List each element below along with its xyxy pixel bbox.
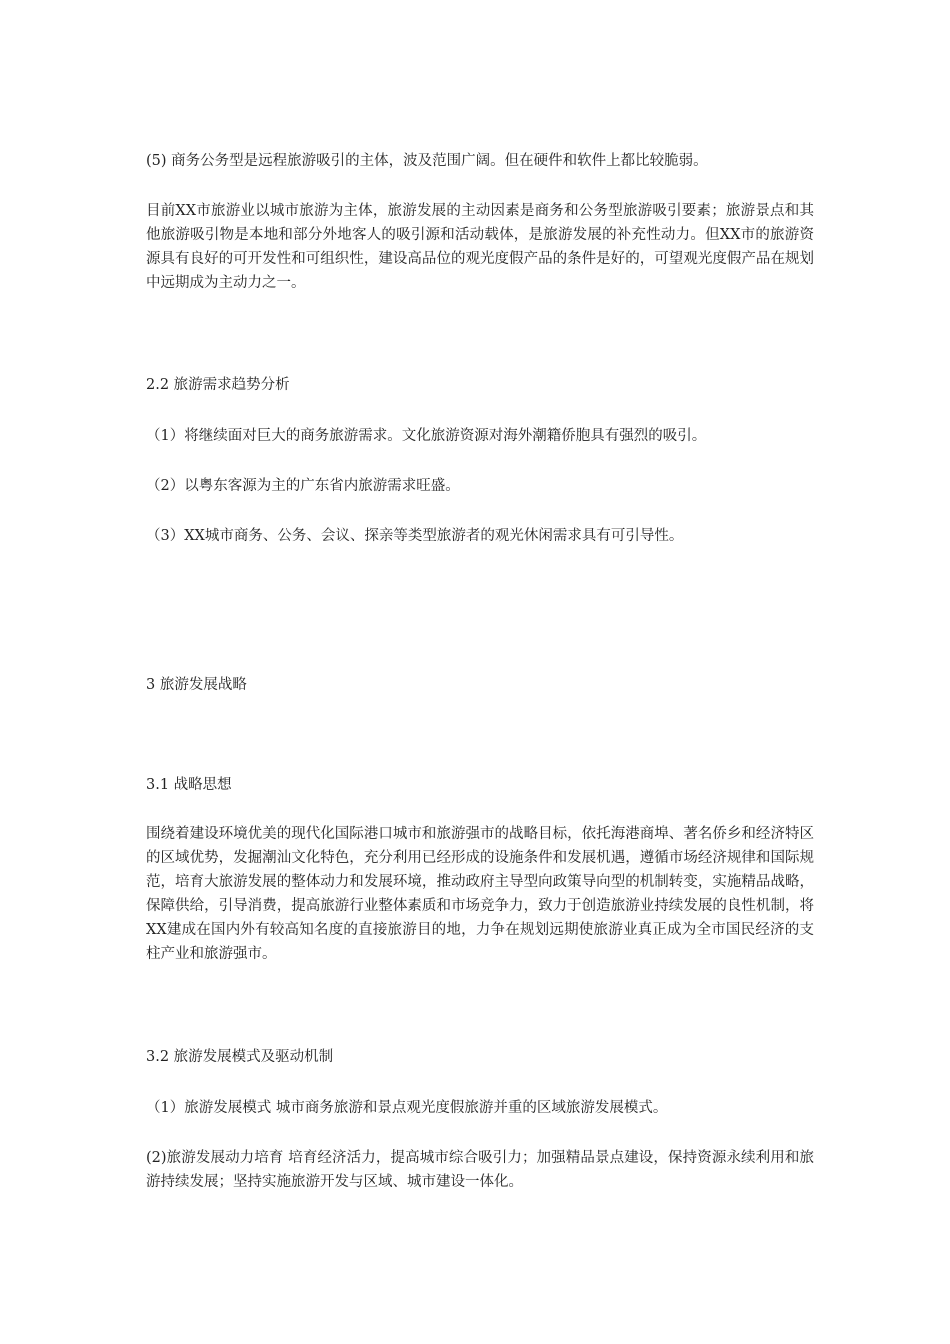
demand-item-3: （3）XX城市商务、公务、会议、探亲等类型旅游者的观光休闲需求具有可引导性。 bbox=[146, 528, 684, 544]
demand-item-2: （2）以粤东客源为主的广东省内旅游需求旺盛。 bbox=[146, 478, 460, 494]
heading-3-2: 3.2 旅游发展模式及驱动机制 bbox=[146, 1049, 334, 1065]
heading-2-2: 2.2 旅游需求趋势分析 bbox=[146, 377, 290, 393]
paragraph-current-status: 目前XX市旅游业以城市旅游为主体，旅游发展的主动因素是商务和公务型旅游吸引要素；旅游景点和其他旅游吸引物是本地和部分外地客人的吸引源和活动载体，是旅游发展的补充性动力。但XX市的旅游资源具有良好的可开发性和可组织性，建设高品位的观光度假产品的条件是好的，可望观光度假产品在规划中远期成为主动力之一。 bbox=[146, 203, 814, 291]
heading-3: 3 旅游发展战略 bbox=[146, 677, 247, 693]
paragraph-strategy: 围绕着建设环境优美的现代化国际港口城市和旅游强市的战略目标，依托海港商埠、著名侨乡和经济特区的区域优势，发掘潮汕文化特色，充分利用已经形成的设施条件和发展机遇，遵循市场经济规律和国际规范，培育大旅游发展的整体动力和发展环境，推动政府主导型向政策导向型的机制转变，实施精品战略，保障供给，引导消费，提高旅游行业整体素质和市场竞争力，致力于创造旅游业持续发展的良性机制，将XX建成在国内外有较高知名度的直接旅游目的地，力争在规划远期使旅游业真正成为全市国民经济的支柱产业和旅游强市。 bbox=[146, 826, 814, 962]
demand-item-1: （1）将继续面对巨大的商务旅游需求。文化旅游资源对海外潮籍侨胞具有强烈的吸引。 bbox=[146, 428, 707, 444]
heading-3-1: 3.1 战略思想 bbox=[146, 777, 232, 793]
mode-item-2: (2)旅游发展动力培育 培育经济活力，提高城市综合吸引力；加强精品景点建设，保持资源永续利用和旅游持续发展；坚持实施旅游开发与区域、城市建设一体化。 bbox=[146, 1150, 814, 1190]
paragraph-business-type: (5) 商务公务型是远程旅游吸引的主体，波及范围广阔。但在硬件和软件上都比较脆弱。 bbox=[146, 153, 708, 169]
mode-item-1: （1）旅游发展模式 城市商务旅游和景点观光度假旅游并重的区域旅游发展模式。 bbox=[146, 1100, 668, 1116]
